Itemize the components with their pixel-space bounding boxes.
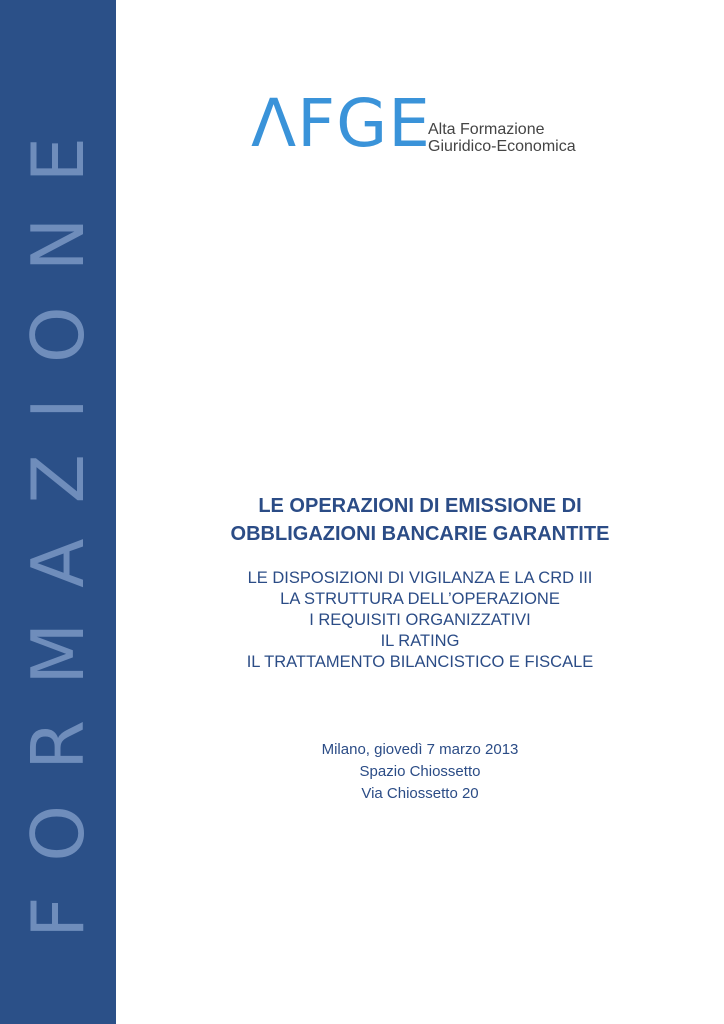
topic-item: IL RATING xyxy=(380,632,460,650)
event-venue: Spazio Chiossetto xyxy=(359,763,481,780)
afge-logo xyxy=(251,85,581,162)
sidebar-band xyxy=(0,0,116,1024)
logo-tagline-line1: Alta Formazione xyxy=(428,121,545,138)
event-address: Via Chiossetto 20 xyxy=(361,785,479,802)
topic-item: IL TRATTAMENTO BILANCISTICO E FISCALE xyxy=(246,653,594,671)
title-line1: LE OPERAZIONI DI EMISSIONE DI xyxy=(258,495,582,517)
topics-list xyxy=(116,568,724,673)
topic-item: I REQUISITI ORGANIZZATIVI xyxy=(309,611,531,629)
document-title xyxy=(116,492,724,548)
topic-item: LE DISPOSIZIONI DI VIGILANZA E LA CRD III xyxy=(247,569,593,587)
title-line2: OBBLIGAZIONI BANCARIE GARANTITE xyxy=(230,523,610,545)
event-date: Milano, giovedì 7 marzo 2013 xyxy=(321,741,519,758)
logo-tagline-line2: Giuridico-Economica xyxy=(428,138,576,155)
event-details xyxy=(116,739,724,805)
sidebar-vertical-title: FORMAZIONE xyxy=(16,101,100,939)
logo-mark: ΛFGE xyxy=(251,85,431,162)
topic-item: LA STRUTTURA DELL’OPERAZIONE xyxy=(280,590,560,608)
logo-tagline xyxy=(428,121,576,155)
